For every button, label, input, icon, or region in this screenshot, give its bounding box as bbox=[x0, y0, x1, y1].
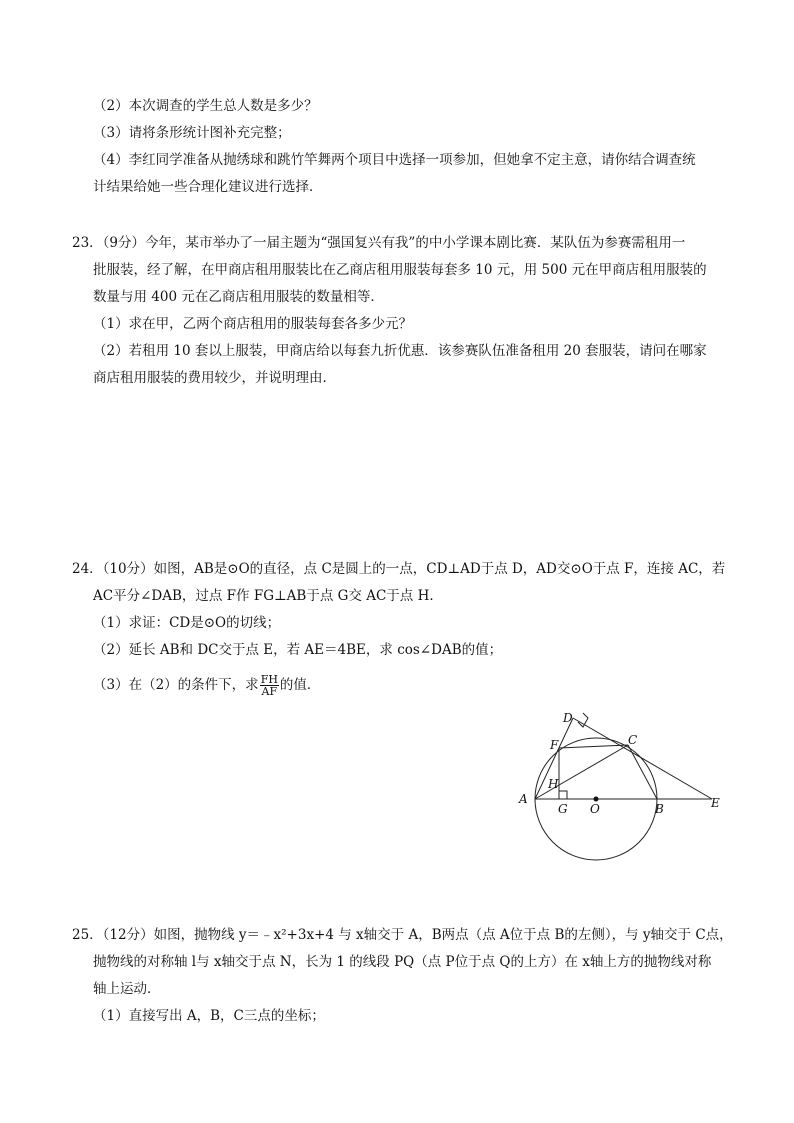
fraction-fh-over-af bbox=[260, 674, 279, 697]
line-cb bbox=[628, 745, 657, 799]
fraction-numerator: FH bbox=[260, 673, 278, 686]
label-f: F bbox=[550, 738, 559, 752]
q23-part2-line2: 商店租用服装的费用较少，并说明理由． bbox=[93, 370, 336, 386]
q22-part4-line2: 计结果给她一些合理化建议进行选择． bbox=[93, 179, 323, 195]
q22-part3: （3）请将条形统计图补充完整； bbox=[93, 125, 291, 141]
q24-part3-suffix: 的值． bbox=[279, 677, 321, 693]
q22-part2: （2）本次调查的学生总人数是多少？ bbox=[93, 98, 318, 114]
q25-stem-line1: 25．（12分）如图，抛物线 y＝﹣x²+3x+4 与 x轴交于 A，B两点（点 A位于点 B的左侧），与 y轴交于 C点， bbox=[72, 927, 733, 943]
circle-geometry-figure bbox=[510, 705, 740, 875]
q23-stem-line2: 批服装，经了解，在甲商店租用服装比在乙商店租用服装每套多 10 元，用 500 元在甲商店租用服装的 bbox=[93, 262, 707, 278]
q25-stem-line2: 抛物线的对称轴 l与 x轴交于点 N，长为 1 的线段 PQ（点 P位于点 Q的上方）在 x轴上方的抛物线对称 bbox=[93, 954, 712, 970]
label-b: B bbox=[655, 802, 664, 816]
q24-part3 bbox=[93, 674, 320, 697]
label-h: H bbox=[548, 777, 559, 791]
q24-part2: （2）延长 AB和 DC交于点 E，若 AE＝4BE，求 cos∠DAB的值； bbox=[93, 642, 503, 658]
center-point-o bbox=[594, 797, 599, 802]
q23-part2-line1: （2）若租用 10 套以上服装，甲商店给以每套九折优惠．该参赛队伍准备租用 20 套服装，请问在哪家 bbox=[93, 343, 707, 359]
line-fc bbox=[559, 745, 628, 748]
q25-part1: （1）直接写出 A，B，C三点的坐标； bbox=[93, 1008, 325, 1024]
q24-stem-line2: AC平分∠DAB，过点 F作 FG⊥AB于点 G交 AC于点 H． bbox=[93, 588, 443, 604]
label-a: A bbox=[519, 792, 528, 806]
q24-part3-prefix: （3）在（2）的条件下，求 bbox=[93, 677, 259, 693]
q23-part1: （1）求在甲，乙两个商店租用的服装每套各多少元？ bbox=[93, 316, 413, 332]
q25-stem-line3: 轴上运动． bbox=[93, 981, 161, 997]
q23-stem-line1: 23．（9分）今年，某市举办了一届主题为“强国复兴有我”的中小学课本剧比赛．某队伍为参赛需租用一 bbox=[72, 235, 686, 251]
q24-stem-line1: 24．（10分）如图，AB是⊙O的直径，点 C是圆上的一点，CD⊥AD于点 D，AD交⊙O于点 F，连接 AC，若 bbox=[72, 561, 726, 577]
right-angle-d bbox=[578, 713, 588, 727]
fraction-denominator: AF bbox=[261, 685, 278, 698]
right-angle-g bbox=[559, 791, 567, 799]
label-g: G bbox=[558, 802, 568, 816]
q24-part1: （1）求证：CD是⊙O的切线； bbox=[93, 615, 281, 631]
line-de bbox=[573, 718, 712, 799]
q22-part4-line1: （4）李红同学准备从抛绣球和跳竹竿舞两个项目中选择一项参加，但她拿不定主意，请你结合调查统 bbox=[93, 152, 696, 168]
q23-stem-line3: 数量与用 400 元在乙商店租用服装的数量相等． bbox=[93, 289, 384, 305]
label-d: D bbox=[563, 711, 573, 725]
label-o: O bbox=[590, 802, 600, 816]
label-c: C bbox=[628, 733, 638, 747]
label-e: E bbox=[711, 796, 720, 810]
